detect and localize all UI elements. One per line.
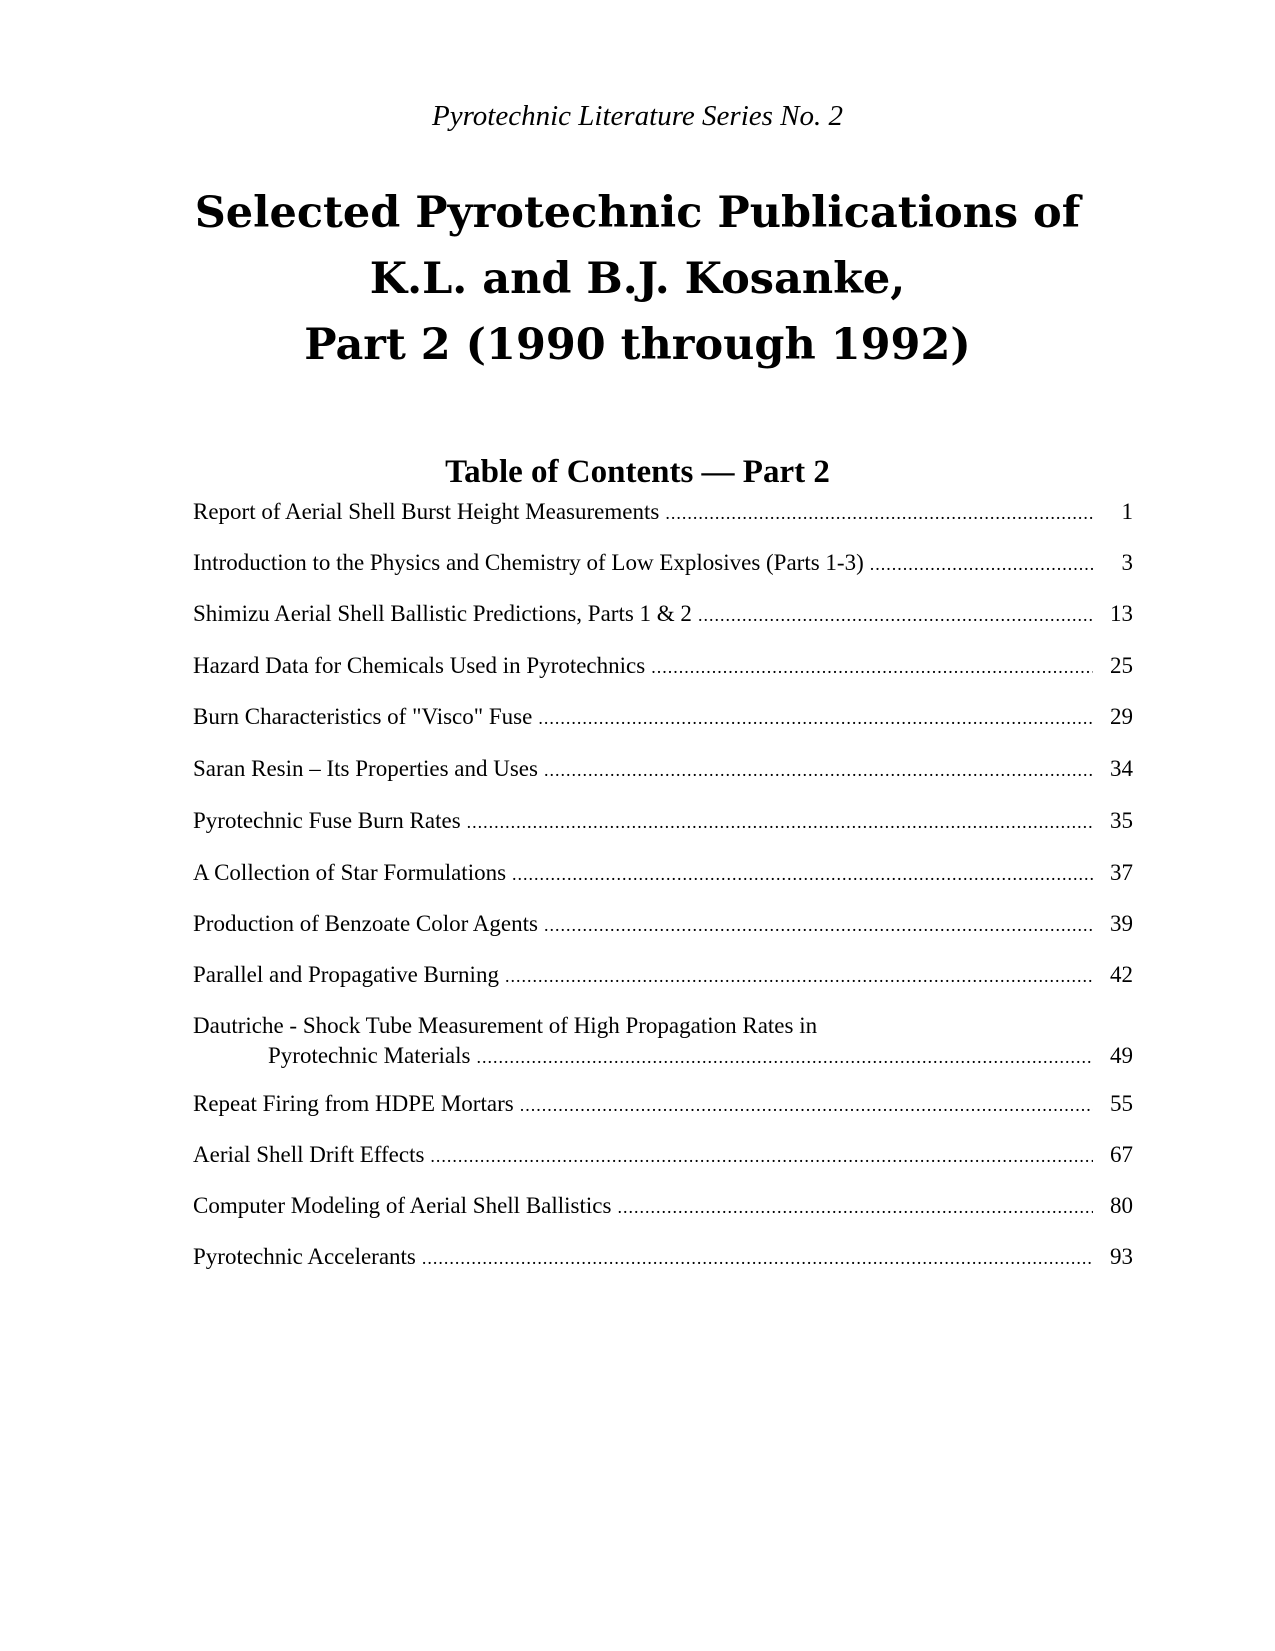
series-label: Pyrotechnic Literature Series No. 2 (431, 100, 844, 132)
dot-leader (665, 498, 1093, 528)
toc-entry-page: 3 (1121, 550, 1133, 575)
toc-entry-title: Aerial Shell Drift Effects (193, 1142, 425, 1167)
toc-entry-title: Parallel and Propagative Burning (193, 962, 499, 987)
title-line-2: K.L. and B.J. Kosanke, (369, 254, 906, 304)
toc-entry (193, 702, 1133, 732)
toc-entry-page: 37 (1110, 860, 1133, 885)
toc-entry (193, 497, 1133, 527)
toc-entry-page: 29 (1110, 704, 1133, 729)
toc-entry-page: 42 (1110, 962, 1133, 987)
toc-entry-title: Dautriche - Shock Tube Measurement of High Propagation Rates in (193, 1013, 818, 1038)
toc-entry-page: 39 (1110, 911, 1133, 936)
toc-entry (193, 651, 1133, 681)
toc-entry-page: 55 (1110, 1091, 1133, 1116)
title-line-1: Selected Pyrotechnic Publications of (194, 188, 1081, 238)
toc-entry-title: Pyrotechnic Fuse Burn Rates (193, 808, 461, 833)
toc-entry-title: A Collection of Star Formulations (193, 860, 507, 885)
toc-heading: Table of Contents — Part 2 (445, 454, 830, 490)
toc-entry (193, 548, 1133, 578)
toc-entry-page: 80 (1110, 1193, 1133, 1218)
dot-leader (698, 600, 1093, 630)
toc-entry-title: Computer Modeling of Aerial Shell Ballistics (193, 1193, 612, 1218)
toc-entry-page: 67 (1110, 1142, 1133, 1167)
dot-leader (505, 961, 1093, 991)
toc-entry-page: 49 (1110, 1043, 1133, 1068)
toc-entry-page: 35 (1110, 808, 1133, 833)
document-title (0, 180, 1275, 378)
toc-entry (193, 858, 1133, 888)
dot-leader (430, 1141, 1093, 1171)
dot-leader (422, 1243, 1093, 1273)
toc-entry-title: Introduction to the Physics and Chemistry of Low Explosives (Parts 1-3) (193, 550, 864, 575)
toc-entry-title: Report of Aerial Shell Burst Height Measurements (193, 499, 660, 524)
toc-entry (193, 599, 1133, 629)
dot-leader (467, 807, 1093, 837)
toc-entry-title: Production of Benzoate Color Agents (193, 911, 538, 936)
dot-leader (476, 1042, 1093, 1072)
toc-entry (193, 754, 1133, 784)
toc-entry (193, 1089, 1133, 1119)
toc-entry-title: Saran Resin – Its Properties and Uses (193, 756, 538, 781)
toc-entry (193, 1191, 1133, 1221)
toc-entry (193, 806, 1133, 836)
toc-entry (193, 909, 1133, 939)
toc-entry-page: 34 (1110, 756, 1133, 781)
dot-leader (538, 703, 1093, 733)
toc-entry-page: 13 (1110, 601, 1133, 626)
toc-entry (193, 960, 1133, 990)
toc-entry-title-continued: Pyrotechnic Materials (268, 1043, 471, 1068)
toc-entry (193, 1140, 1133, 1170)
dot-leader (870, 549, 1093, 579)
dot-leader (544, 755, 1093, 785)
dot-leader (520, 1090, 1093, 1120)
toc-entry-title: Repeat Firing from HDPE Mortars (193, 1091, 514, 1116)
toc-entry-page: 93 (1110, 1244, 1133, 1269)
toc-entry-title: Pyrotechnic Accelerants (193, 1244, 416, 1269)
dot-leader (512, 859, 1093, 889)
title-line-3: Part 2 (1990 through 1992) (304, 320, 971, 370)
toc-entry (193, 1242, 1133, 1272)
toc-entry-title: Shimizu Aerial Shell Ballistic Predictions, Parts 1 & 2 (193, 601, 692, 626)
toc-entry-title: Hazard Data for Chemicals Used in Pyrotechnics (193, 653, 646, 678)
toc-entry (193, 1011, 1133, 1071)
toc-entry-page: 1 (1121, 499, 1133, 524)
toc-entry-page: 25 (1110, 653, 1133, 678)
toc-entry-title: Burn Characteristics of "Visco" Fuse (193, 704, 533, 729)
dot-leader (651, 652, 1093, 682)
dot-leader (544, 910, 1093, 940)
dot-leader (617, 1192, 1093, 1222)
